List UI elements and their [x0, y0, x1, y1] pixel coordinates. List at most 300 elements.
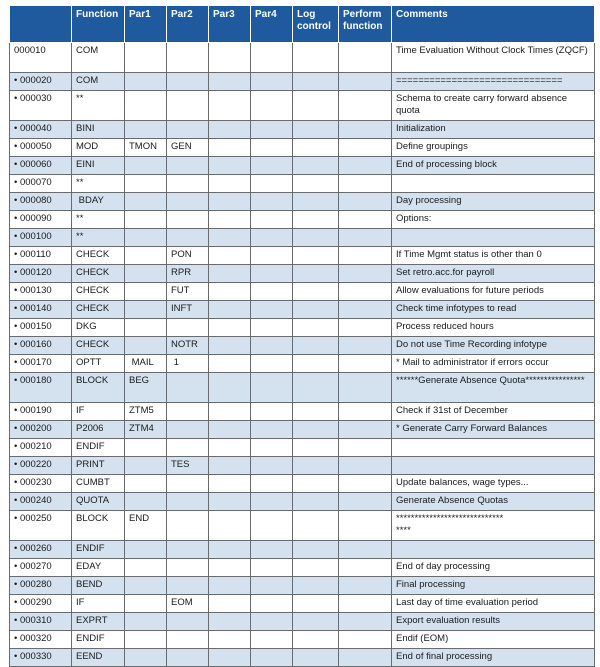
- cell-comment: Last day of time evaluation period: [392, 595, 595, 613]
- cell-par3: [209, 175, 251, 193]
- table-row: [10, 193, 595, 211]
- cell-line-number: • 000310: [10, 613, 72, 631]
- cell-comment: ******Generate Absence Quota****************: [392, 373, 595, 403]
- cell-par2: [167, 43, 209, 73]
- schema-table: [9, 5, 595, 667]
- cell-log-control: [293, 403, 339, 421]
- cell-par1: [125, 175, 167, 193]
- table-row: [10, 43, 595, 73]
- cell-function: EINI: [72, 157, 125, 175]
- table-row: [10, 493, 595, 511]
- cell-line-number: • 000330: [10, 649, 72, 667]
- cell-function: **: [72, 229, 125, 247]
- cell-par2: [167, 559, 209, 577]
- cell-function: DKG: [72, 319, 125, 337]
- cell-function: PRINT: [72, 457, 125, 475]
- cell-log-control: [293, 139, 339, 157]
- cell-par2: [167, 541, 209, 559]
- cell-line-number: 000010: [10, 43, 72, 73]
- cell-par1: [125, 613, 167, 631]
- table-row: [10, 649, 595, 667]
- table-row: [10, 91, 595, 121]
- cell-par2: INFT: [167, 301, 209, 319]
- cell-function: COM: [72, 73, 125, 91]
- cell-par2: [167, 73, 209, 91]
- cell-line-number: • 000140: [10, 301, 72, 319]
- cell-log-control: [293, 493, 339, 511]
- cell-function: BEND: [72, 577, 125, 595]
- cell-function: EEND: [72, 649, 125, 667]
- cell-line-number: • 000270: [10, 559, 72, 577]
- cell-line-number: • 000280: [10, 577, 72, 595]
- cell-log-control: [293, 247, 339, 265]
- cell-comment: Allow evaluations for future periods: [392, 283, 595, 301]
- cell-par4: [251, 139, 293, 157]
- cell-comment: Day processing: [392, 193, 595, 211]
- header-line-number: [10, 6, 72, 43]
- header-par3: Par3: [209, 6, 251, 43]
- cell-par4: [251, 211, 293, 229]
- table-row: [10, 175, 595, 193]
- cell-par2: [167, 421, 209, 439]
- cell-function: IF: [72, 403, 125, 421]
- cell-par3: [209, 229, 251, 247]
- cell-par4: [251, 493, 293, 511]
- cell-comment: Set retro.acc.for payroll: [392, 265, 595, 283]
- cell-line-number: • 000100: [10, 229, 72, 247]
- cell-par1: ZTM5: [125, 403, 167, 421]
- cell-comment: Time Evaluation Without Clock Times (ZQCF): [392, 43, 595, 73]
- header-function: Function: [72, 6, 125, 43]
- table-row: [10, 541, 595, 559]
- header-par1: Par1: [125, 6, 167, 43]
- cell-par3: [209, 211, 251, 229]
- cell-perform-function: [339, 559, 392, 577]
- cell-par3: [209, 355, 251, 373]
- cell-par4: [251, 283, 293, 301]
- cell-comment: Export evaluation results: [392, 613, 595, 631]
- cell-par3: [209, 577, 251, 595]
- table-row: [10, 373, 595, 403]
- cell-comment: [392, 541, 595, 559]
- cell-par3: [209, 403, 251, 421]
- cell-par4: [251, 475, 293, 493]
- cell-line-number: • 000090: [10, 211, 72, 229]
- cell-par2: TES: [167, 457, 209, 475]
- cell-line-number: • 000030: [10, 91, 72, 121]
- cell-par1: [125, 319, 167, 337]
- cell-par2: [167, 577, 209, 595]
- cell-par3: [209, 439, 251, 457]
- table-row: [10, 577, 595, 595]
- cell-log-control: [293, 301, 339, 319]
- cell-line-number: • 000190: [10, 403, 72, 421]
- cell-par1: END: [125, 511, 167, 541]
- cell-par3: [209, 559, 251, 577]
- header-comments: Comments: [392, 6, 595, 43]
- cell-perform-function: [339, 577, 392, 595]
- table-row: [10, 631, 595, 649]
- cell-par1: BEG: [125, 373, 167, 403]
- header-log-control: Log control: [293, 6, 339, 43]
- cell-line-number: • 000050: [10, 139, 72, 157]
- cell-par1: [125, 541, 167, 559]
- cell-line-number: • 000080: [10, 193, 72, 211]
- cell-perform-function: [339, 493, 392, 511]
- cell-log-control: [293, 211, 339, 229]
- cell-perform-function: [339, 439, 392, 457]
- cell-function: BLOCK: [72, 511, 125, 541]
- cell-perform-function: [339, 373, 392, 403]
- cell-perform-function: [339, 649, 392, 667]
- table-row: [10, 511, 595, 541]
- cell-par2: [167, 211, 209, 229]
- cell-line-number: • 000130: [10, 283, 72, 301]
- cell-par2: [167, 631, 209, 649]
- table-row: [10, 559, 595, 577]
- cell-log-control: [293, 283, 339, 301]
- cell-line-number: • 000320: [10, 631, 72, 649]
- cell-log-control: [293, 73, 339, 91]
- table-row: [10, 211, 595, 229]
- cell-line-number: • 000240: [10, 493, 72, 511]
- cell-par2: FUT: [167, 283, 209, 301]
- cell-function: **: [72, 175, 125, 193]
- cell-comment: Schema to create carry forward absence quota: [392, 91, 595, 121]
- cell-comment: ==============================: [392, 73, 595, 91]
- cell-par3: [209, 475, 251, 493]
- cell-perform-function: [339, 541, 392, 559]
- cell-line-number: • 000060: [10, 157, 72, 175]
- cell-par1: [125, 265, 167, 283]
- cell-log-control: [293, 175, 339, 193]
- cell-line-number: • 000220: [10, 457, 72, 475]
- cell-line-number: • 000120: [10, 265, 72, 283]
- cell-log-control: [293, 649, 339, 667]
- cell-function: MOD: [72, 139, 125, 157]
- cell-perform-function: [339, 211, 392, 229]
- cell-comment: * Generate Carry Forward Balances: [392, 421, 595, 439]
- cell-par4: [251, 559, 293, 577]
- cell-line-number: • 000150: [10, 319, 72, 337]
- cell-function: **: [72, 211, 125, 229]
- cell-par2: [167, 511, 209, 541]
- cell-par3: [209, 283, 251, 301]
- cell-par1: [125, 283, 167, 301]
- cell-comment: Generate Absence Quotas: [392, 493, 595, 511]
- cell-par3: [209, 265, 251, 283]
- cell-par2: [167, 373, 209, 403]
- cell-par3: [209, 373, 251, 403]
- table-row: [10, 403, 595, 421]
- cell-par4: [251, 121, 293, 139]
- cell-par1: [125, 301, 167, 319]
- cell-par4: [251, 301, 293, 319]
- cell-log-control: [293, 355, 339, 373]
- cell-par4: [251, 91, 293, 121]
- cell-par4: [251, 157, 293, 175]
- cell-function: P2006: [72, 421, 125, 439]
- cell-par1: [125, 121, 167, 139]
- cell-log-control: [293, 265, 339, 283]
- cell-comment: End of final processing: [392, 649, 595, 667]
- cell-par1: [125, 649, 167, 667]
- cell-par4: [251, 595, 293, 613]
- cell-par3: [209, 73, 251, 91]
- cell-perform-function: [339, 265, 392, 283]
- cell-par1: MAIL: [125, 355, 167, 373]
- cell-par2: [167, 157, 209, 175]
- cell-comment: Options:: [392, 211, 595, 229]
- cell-comment: [392, 175, 595, 193]
- cell-par1: [125, 631, 167, 649]
- cell-par1: [125, 577, 167, 595]
- cell-par3: [209, 319, 251, 337]
- cell-line-number: • 000200: [10, 421, 72, 439]
- cell-par4: [251, 457, 293, 475]
- cell-line-number: • 000020: [10, 73, 72, 91]
- cell-par1: [125, 91, 167, 121]
- cell-log-control: [293, 541, 339, 559]
- table-row: [10, 265, 595, 283]
- cell-perform-function: [339, 175, 392, 193]
- cell-par4: [251, 337, 293, 355]
- cell-function: CUMBT: [72, 475, 125, 493]
- cell-function: ENDIF: [72, 439, 125, 457]
- cell-log-control: [293, 193, 339, 211]
- table-row: [10, 613, 595, 631]
- cell-par2: [167, 91, 209, 121]
- cell-par2: [167, 403, 209, 421]
- cell-par1: [125, 595, 167, 613]
- cell-par1: [125, 475, 167, 493]
- cell-function: CHECK: [72, 247, 125, 265]
- cell-comment: Update balances, wage types...: [392, 475, 595, 493]
- cell-par3: [209, 649, 251, 667]
- cell-perform-function: [339, 301, 392, 319]
- cell-function: BDAY: [72, 193, 125, 211]
- schema-table-container: [9, 5, 594, 667]
- cell-perform-function: [339, 43, 392, 73]
- cell-function: BLOCK: [72, 373, 125, 403]
- cell-perform-function: [339, 139, 392, 157]
- cell-perform-function: [339, 613, 392, 631]
- cell-comment: Do not use Time Recording infotype: [392, 337, 595, 355]
- cell-function: OPTT: [72, 355, 125, 373]
- table-row: [10, 355, 595, 373]
- cell-par4: [251, 649, 293, 667]
- table-row: [10, 337, 595, 355]
- cell-par2: [167, 493, 209, 511]
- cell-perform-function: [339, 337, 392, 355]
- cell-log-control: [293, 157, 339, 175]
- cell-par3: [209, 493, 251, 511]
- cell-par1: [125, 211, 167, 229]
- cell-log-control: [293, 457, 339, 475]
- cell-log-control: [293, 559, 339, 577]
- cell-log-control: [293, 229, 339, 247]
- cell-par4: [251, 265, 293, 283]
- cell-par3: [209, 157, 251, 175]
- cell-par2: EOM: [167, 595, 209, 613]
- cell-par2: [167, 229, 209, 247]
- cell-par1: [125, 337, 167, 355]
- cell-par4: [251, 229, 293, 247]
- cell-par4: [251, 193, 293, 211]
- cell-par4: [251, 373, 293, 403]
- cell-log-control: [293, 511, 339, 541]
- cell-perform-function: [339, 73, 392, 91]
- cell-par4: [251, 175, 293, 193]
- cell-function: ENDIF: [72, 631, 125, 649]
- cell-perform-function: [339, 283, 392, 301]
- cell-par3: [209, 247, 251, 265]
- cell-line-number: • 000230: [10, 475, 72, 493]
- cell-par4: [251, 631, 293, 649]
- cell-log-control: [293, 337, 339, 355]
- cell-par1: [125, 439, 167, 457]
- cell-comment: Check if 31st of December: [392, 403, 595, 421]
- header-par2: Par2: [167, 6, 209, 43]
- cell-log-control: [293, 475, 339, 493]
- cell-par3: [209, 91, 251, 121]
- cell-log-control: [293, 595, 339, 613]
- cell-function: CHECK: [72, 337, 125, 355]
- table-row: [10, 283, 595, 301]
- cell-par3: [209, 595, 251, 613]
- cell-perform-function: [339, 631, 392, 649]
- cell-par2: GEN: [167, 139, 209, 157]
- table-row: [10, 439, 595, 457]
- table-row: [10, 121, 595, 139]
- cell-par4: [251, 511, 293, 541]
- table-row: [10, 421, 595, 439]
- cell-log-control: [293, 319, 339, 337]
- table-header-row: [10, 6, 595, 43]
- cell-par4: [251, 421, 293, 439]
- cell-par3: [209, 139, 251, 157]
- cell-par2: [167, 439, 209, 457]
- cell-par4: [251, 319, 293, 337]
- cell-comment: Define groupings: [392, 139, 595, 157]
- table-row: [10, 595, 595, 613]
- cell-par3: [209, 631, 251, 649]
- cell-function: CHECK: [72, 283, 125, 301]
- cell-line-number: • 000180: [10, 373, 72, 403]
- table-body: [10, 43, 595, 667]
- cell-par2: [167, 319, 209, 337]
- cell-par3: [209, 613, 251, 631]
- cell-log-control: [293, 43, 339, 73]
- table-row: [10, 157, 595, 175]
- cell-comment: Initialization: [392, 121, 595, 139]
- cell-comment: Endif (EOM): [392, 631, 595, 649]
- cell-par1: [125, 457, 167, 475]
- cell-comment: End of day processing: [392, 559, 595, 577]
- cell-par4: [251, 247, 293, 265]
- cell-comment: End of processing block: [392, 157, 595, 175]
- cell-line-number: • 000110: [10, 247, 72, 265]
- cell-par2: [167, 475, 209, 493]
- cell-comment: [392, 439, 595, 457]
- cell-perform-function: [339, 121, 392, 139]
- cell-perform-function: [339, 247, 392, 265]
- table-row: [10, 301, 595, 319]
- table-row: [10, 229, 595, 247]
- cell-perform-function: [339, 193, 392, 211]
- cell-line-number: • 000070: [10, 175, 72, 193]
- cell-par2: [167, 193, 209, 211]
- cell-par3: [209, 511, 251, 541]
- cell-perform-function: [339, 229, 392, 247]
- table-row: [10, 475, 595, 493]
- cell-function: CHECK: [72, 265, 125, 283]
- cell-line-number: • 000290: [10, 595, 72, 613]
- cell-par1: [125, 73, 167, 91]
- cell-par4: [251, 355, 293, 373]
- cell-par3: [209, 193, 251, 211]
- cell-log-control: [293, 439, 339, 457]
- cell-par2: [167, 613, 209, 631]
- table-row: [10, 139, 595, 157]
- cell-par3: [209, 43, 251, 73]
- cell-comment: ***************************** ****: [392, 511, 595, 541]
- cell-line-number: • 000040: [10, 121, 72, 139]
- cell-line-number: • 000260: [10, 541, 72, 559]
- cell-comment: [392, 457, 595, 475]
- cell-par3: [209, 541, 251, 559]
- cell-function: **: [72, 91, 125, 121]
- cell-comment: [392, 229, 595, 247]
- cell-function: EXPRT: [72, 613, 125, 631]
- cell-par1: [125, 157, 167, 175]
- cell-perform-function: [339, 355, 392, 373]
- cell-par2: [167, 649, 209, 667]
- cell-log-control: [293, 421, 339, 439]
- cell-line-number: • 000160: [10, 337, 72, 355]
- cell-log-control: [293, 373, 339, 403]
- cell-par2: [167, 121, 209, 139]
- cell-par1: [125, 43, 167, 73]
- cell-par2: NOTR: [167, 337, 209, 355]
- cell-par1: [125, 493, 167, 511]
- cell-function: EDAY: [72, 559, 125, 577]
- table-row: [10, 73, 595, 91]
- cell-par1: ZTM4: [125, 421, 167, 439]
- cell-par2: RPR: [167, 265, 209, 283]
- cell-par1: [125, 229, 167, 247]
- cell-par1: [125, 247, 167, 265]
- cell-par3: [209, 301, 251, 319]
- cell-par2: PON: [167, 247, 209, 265]
- cell-par3: [209, 337, 251, 355]
- table-row: [10, 319, 595, 337]
- cell-function: ENDIF: [72, 541, 125, 559]
- cell-par3: [209, 121, 251, 139]
- cell-function: IF: [72, 595, 125, 613]
- cell-perform-function: [339, 421, 392, 439]
- cell-par4: [251, 613, 293, 631]
- cell-log-control: [293, 121, 339, 139]
- cell-par4: [251, 43, 293, 73]
- cell-perform-function: [339, 595, 392, 613]
- cell-par1: [125, 193, 167, 211]
- header-par4: Par4: [251, 6, 293, 43]
- cell-perform-function: [339, 475, 392, 493]
- cell-perform-function: [339, 457, 392, 475]
- cell-perform-function: [339, 91, 392, 121]
- header-perform-function: Perform function: [339, 6, 392, 43]
